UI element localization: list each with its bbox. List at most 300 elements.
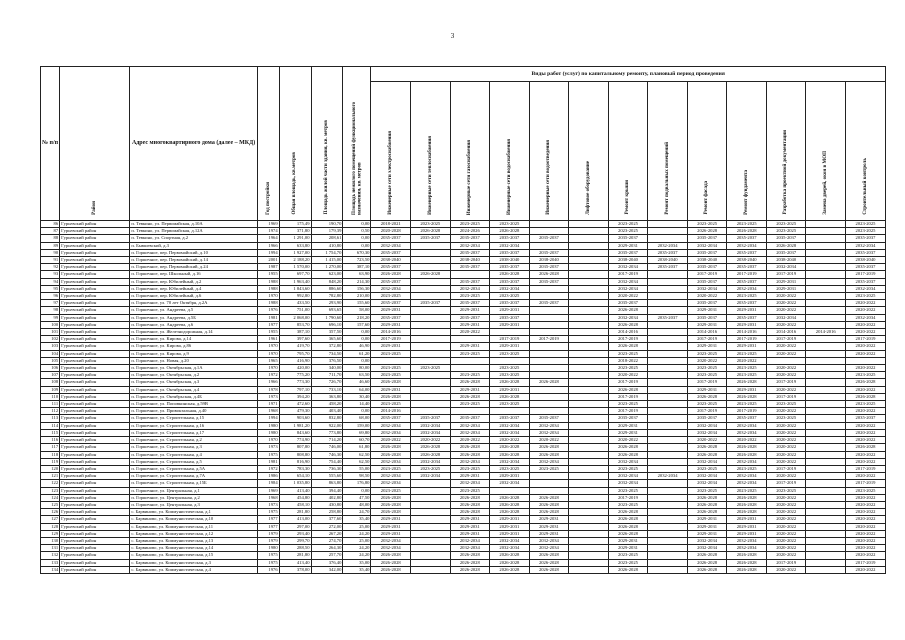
table-cell: 2029-2031 (687, 516, 727, 523)
table-cell: 2035-2037 (411, 235, 451, 242)
table-cell: 2035-2037 (687, 314, 727, 321)
table-cell: 2026-2028 (450, 494, 490, 501)
table-cell: 2029-2031 (490, 523, 530, 530)
table-cell (411, 357, 451, 364)
table-cell: 1977 (257, 321, 279, 328)
table-cell: 95 (41, 285, 60, 292)
table-cell: 2029-2031 (608, 545, 648, 552)
table-cell (411, 545, 451, 552)
table-cell: 2020-2022 (846, 566, 886, 573)
table-cell: п. Горшечное, ул. 70 лет Октября, д.2А (130, 300, 258, 307)
table-cell (529, 307, 569, 314)
table-cell: 2029-2031 (687, 321, 727, 328)
table-cell: 58,00 (343, 307, 371, 314)
table-cell: 2029-2031 (687, 307, 727, 314)
table-cell: 2029-2031 (490, 516, 530, 523)
table-cell: 115 (41, 429, 60, 436)
table-cell: 2023-2025 (411, 221, 451, 228)
table-cell: 2035-2037 (490, 235, 530, 242)
table-cell (411, 566, 451, 573)
table-cell: 2020-2022 (846, 343, 886, 350)
table-cell: 2026-2028 (371, 559, 411, 566)
table-cell: 1972 (257, 465, 279, 472)
table-cell: 0,00 (343, 408, 371, 415)
table-cell: 2032-2034 (687, 545, 727, 552)
table-cell (569, 357, 609, 364)
table-cell: 2020-2022 (411, 437, 451, 444)
table-cell: 922,00 (311, 422, 343, 429)
table-cell: 2023-2025 (490, 293, 530, 300)
table-cell: п. Горшечное, ул. Октябрьская, д.4Б (130, 393, 258, 400)
table-cell (411, 408, 451, 415)
table-cell: 2035-2037 (371, 235, 411, 242)
table-cell: 2020-2022 (846, 307, 886, 314)
table-cell: 2032-2034 (490, 480, 530, 487)
table-cell: 2023-2025 (687, 465, 727, 472)
table-cell: 2029-2031 (371, 321, 411, 328)
table-cell: 159,00 (343, 422, 371, 429)
table-cell: 2032-2034 (450, 458, 490, 465)
table-cell (648, 278, 688, 285)
table-cell: 2035-2037 (727, 415, 767, 422)
table-cell (450, 365, 490, 372)
table-cell: 2020-2022 (766, 365, 806, 372)
table-cell: 2023-2025 (846, 221, 886, 228)
table-row (41, 559, 886, 566)
table-cell: 1975 (257, 552, 279, 559)
table-cell: 133 (41, 559, 60, 566)
table-cell: 2 068,00 (279, 314, 311, 321)
table-cell: п. Горшечное, ул. Октябрьская, д.1А (130, 365, 258, 372)
table-cell: 2026-2028 (450, 559, 490, 566)
table-cell: 258,80 (311, 509, 343, 516)
table-cell (569, 242, 609, 249)
table-cell: 1969 (257, 487, 279, 494)
table-row (41, 307, 886, 314)
table-cell: 416,90 (279, 357, 311, 364)
table-cell: 2023-2025 (846, 401, 886, 408)
table-cell: 2020-2022 (766, 422, 806, 429)
table-cell: 2032-2034 (648, 473, 688, 480)
table-cell: 2032-2034 (529, 458, 569, 465)
table-cell (569, 415, 609, 422)
table-cell: Гурьевский район (60, 415, 130, 422)
table-cell (648, 372, 688, 379)
table-cell (648, 235, 688, 242)
table-cell: 2035-2037 (371, 300, 411, 307)
table-cell: 1994 (257, 249, 279, 256)
table-cell: 103 (41, 343, 60, 350)
table-cell: 2026-2028 (687, 494, 727, 501)
table-cell: 299,70 (279, 537, 311, 544)
table-cell (648, 221, 688, 228)
table-cell: 2023-2025 (846, 372, 886, 379)
table-cell (411, 487, 451, 494)
table-cell: 2035-2037 (727, 235, 767, 242)
table-cell (569, 386, 609, 393)
table-cell: 751,00 (279, 307, 311, 314)
table-cell: 2032-2034 (608, 480, 648, 487)
table-cell: 2029-2031 (727, 343, 767, 350)
table-cell: 281,80 (279, 509, 311, 516)
table-cell: 2026-2028 (371, 566, 411, 573)
table-cell: 2029-2031 (687, 530, 727, 537)
table-cell: 2020-2022 (766, 494, 806, 501)
table-cell: 2026-2028 (608, 523, 648, 530)
table-cell: 94 (41, 278, 60, 285)
table-cell: 2026-2028 (608, 343, 648, 350)
table-cell (450, 408, 490, 415)
table-cell (529, 242, 569, 249)
table-cell: 2014-2016 (371, 408, 411, 415)
table-cell: 1981 (257, 314, 279, 321)
table-cell: 746,30 (311, 451, 343, 458)
table-cell (648, 487, 688, 494)
table-cell: 2026-2028 (529, 559, 569, 566)
table-row (41, 293, 886, 300)
table-cell: 274,70 (311, 537, 343, 544)
table-cell: 2032-2034 (608, 285, 648, 292)
table-cell: Гурьевский район (60, 480, 130, 487)
table-cell (569, 530, 609, 537)
table-cell: 2032-2034 (450, 429, 490, 436)
table-cell (806, 350, 846, 357)
table-cell: 2020-2022 (766, 537, 806, 544)
table-row (41, 285, 886, 292)
table-cell: 2032-2034 (727, 242, 767, 249)
table-cell: 2035-2037 (529, 415, 569, 422)
table-cell (569, 509, 609, 516)
table-cell: 2017-2019 (608, 271, 648, 278)
table-cell: 2035-2037 (490, 278, 530, 285)
table-cell: 2023-2025 (846, 487, 886, 494)
table-cell (529, 487, 569, 494)
table-cell: 2032-2034 (371, 480, 411, 487)
table-cell: 2023-2025 (727, 293, 767, 300)
table-row (41, 437, 886, 444)
table-row (41, 465, 886, 472)
work-header-8: Ремонт фасада (687, 82, 727, 221)
table-cell (806, 321, 846, 328)
table-cell (529, 408, 569, 415)
table-cell (806, 285, 846, 292)
table-cell: 2032-2034 (490, 537, 530, 544)
table-cell: 2032-2034 (608, 473, 648, 480)
table-cell: 131 (41, 545, 60, 552)
table-row (41, 444, 886, 451)
table-cell (569, 235, 609, 242)
table-cell: Гурьевский район (60, 379, 130, 386)
table-cell: 2032-2034 (371, 285, 411, 292)
table-cell: 2023-2025 (450, 293, 490, 300)
table-cell: 2035-2037 (450, 278, 490, 285)
table-cell: 2035-2037 (687, 249, 727, 256)
table-cell: 2032-2034 (490, 285, 530, 292)
table-cell (648, 451, 688, 458)
table-cell: 2023-2025 (411, 465, 451, 472)
table-cell: 2026-2028 (687, 566, 727, 573)
table-cell: 2032-2034 (411, 422, 451, 429)
table-cell (411, 480, 451, 487)
table-row (41, 401, 886, 408)
table-cell: 2023-2025 (450, 350, 490, 357)
table-cell: 2020-2022 (371, 437, 411, 444)
table-cell: 633,80 (279, 242, 311, 249)
table-cell: Гурьевский район (60, 300, 130, 307)
table-cell: 365,60 (311, 336, 343, 343)
table-cell: 61,20 (343, 350, 371, 357)
table-cell: 2020-2022 (846, 509, 886, 516)
table-cell: 97 (41, 300, 60, 307)
works-title-header: Виды работ (услуг) по капитальному ремонту, плановый период проведения (371, 67, 886, 82)
table-cell: Гурьевский район (60, 487, 130, 494)
table-cell: с. Барвиново, ул. Коммунистическая, д.1 (130, 509, 258, 516)
table-cell: 2026-2028 (371, 501, 411, 508)
table-cell (648, 386, 688, 393)
table-cell: 402,80 (311, 494, 343, 501)
table-cell: 1977 (257, 523, 279, 530)
table-cell: 2023-2025 (727, 365, 767, 372)
table-cell: 479,30 (279, 408, 311, 415)
table-cell: 1974 (257, 228, 279, 235)
table-cell (648, 350, 688, 357)
table-cell: 0,00 (343, 242, 371, 249)
table-cell: 1975 (257, 451, 279, 458)
table-cell: 111 (41, 401, 60, 408)
table-row (41, 271, 886, 278)
table-cell (371, 357, 411, 364)
work-header-6: Ремонт крыши (608, 82, 648, 221)
table-cell: 2020-2022 (846, 537, 886, 544)
table-cell: 2029-2031 (608, 537, 648, 544)
table-cell (569, 559, 609, 566)
table-cell: 2026-2028 (529, 379, 569, 386)
table-cell: 210,00 (343, 293, 371, 300)
table-cell: 2035-2037 (846, 415, 886, 422)
table-cell: 2029-2031 (608, 429, 648, 436)
table-cell (569, 444, 609, 451)
table-row (41, 422, 886, 429)
table-cell (411, 386, 451, 393)
table-cell (569, 408, 609, 415)
table-cell: 2023-2025 (727, 221, 767, 228)
work-header-3: Инженерные сети водоснабжения (490, 82, 530, 221)
table-cell: 2017-2019 (727, 271, 767, 278)
table-cell: с. Барвиново, ул. Коммунистическая, д.3 (130, 559, 258, 566)
table-cell: 807,80 (279, 444, 311, 451)
table-cell: 2038-2040 (450, 257, 490, 264)
table-cell: Гурьевский район (60, 545, 130, 552)
table-cell: 2029-2031 (687, 523, 727, 530)
table-cell: 782,80 (311, 293, 343, 300)
table-row (41, 566, 886, 573)
table-cell: 1969 (257, 221, 279, 228)
table-cell: 2017-2019 (608, 379, 648, 386)
table-cell (806, 516, 846, 523)
table-cell: 2035-2037 (371, 249, 411, 256)
table-cell: 654,10 (279, 473, 311, 480)
table-cell (648, 530, 688, 537)
table-cell: с. Барвиново, ул. Коммунистическая, д.15 (130, 552, 258, 559)
table-cell: 62,50 (343, 458, 371, 465)
table-cell: 2017-2019 (846, 480, 886, 487)
table-cell (569, 401, 609, 408)
table-cell: 2017-2019 (766, 480, 806, 487)
table-cell: 2023-2025 (846, 228, 886, 235)
table-cell (806, 458, 846, 465)
table-cell: 2035-2037 (490, 264, 530, 271)
table-cell: 2020-2022 (846, 429, 886, 436)
table-cell: 2023-2025 (687, 487, 727, 494)
table-cell: 2035-2037 (846, 235, 886, 242)
table-cell: Гурьевский район (60, 329, 130, 336)
table-row (41, 343, 886, 350)
table-cell: 2035-2037 (846, 278, 886, 285)
table-cell: 2032-2034 (450, 537, 490, 544)
table-cell (569, 537, 609, 544)
table-cell: 2017-2019 (846, 559, 886, 566)
table-cell: 2026-2028 (371, 444, 411, 451)
table-cell: 297,00 (279, 523, 311, 530)
table-cell: п. Горшечное, пер. Первомайский, д.14 (130, 257, 258, 264)
table-cell: 2035-2037 (846, 249, 886, 256)
table-cell: 0,00 (343, 357, 371, 364)
table-row (41, 221, 886, 228)
table-cell: Гурьевский район (60, 408, 130, 415)
table-cell: 2017-2019 (846, 271, 886, 278)
table-cell: Гурьевский район (60, 523, 130, 530)
table-cell: 2035-2037 (371, 278, 411, 285)
table-cell (806, 422, 846, 429)
table-cell: 1965 (257, 357, 279, 364)
table-cell: 2023-2025 (687, 350, 727, 357)
table-cell: 1976 (257, 307, 279, 314)
table-cell (529, 228, 569, 235)
table-cell: п. Бывшевский, д.3 (130, 242, 258, 249)
table-cell: 773,30 (279, 379, 311, 386)
table-cell: 2023-2025 (687, 401, 727, 408)
table-cell: 2020-2022 (766, 408, 806, 415)
table-cell (529, 350, 569, 357)
table-cell: 410,80 (311, 242, 343, 249)
table-cell: 86 (41, 221, 60, 228)
table-cell: 2020-2022 (766, 293, 806, 300)
table-cell: 2026-2028 (687, 444, 727, 451)
table-cell: 2026-2028 (450, 566, 490, 573)
table-cell: Гурьевский район (60, 336, 130, 343)
table-cell: 2029-2031 (727, 386, 767, 393)
table-cell: 843,60 (279, 429, 311, 436)
repair-plan-table (40, 66, 886, 574)
table-cell (569, 451, 609, 458)
table-cell: 98,50 (343, 473, 371, 480)
table-cell: 2026-2028 (687, 451, 727, 458)
table-cell: 2026-2028 (529, 494, 569, 501)
table-cell (648, 365, 688, 372)
table-cell: 1970 (257, 365, 279, 372)
table-cell: 2035-2037 (608, 300, 648, 307)
table-cell: 24,20 (343, 552, 371, 559)
table-row (41, 228, 886, 235)
table-cell: 2020-2022 (846, 552, 886, 559)
table-cell: с. Барвиново, ул. Коммунистическая, д.4 (130, 566, 258, 573)
table-cell: 433,50 (279, 300, 311, 307)
table-cell: 2026-2028 (727, 501, 767, 508)
table-cell: 1 981,20 (279, 422, 311, 429)
table-cell: п. Горшечное, ул. Кирова, д.14 (130, 336, 258, 343)
table-cell: 2026-2028 (687, 559, 727, 566)
table-cell: 2023-2025 (608, 559, 648, 566)
table-cell: 109 (41, 386, 60, 393)
table-cell: 848,20 (311, 278, 343, 285)
table-cell: 1970 (257, 293, 279, 300)
table-cell: 2020-2022 (766, 458, 806, 465)
table-cell: 2029-2031 (766, 278, 806, 285)
table-cell: 2023-2025 (608, 228, 648, 235)
table-cell: 2032-2034 (608, 314, 648, 321)
table-cell (490, 357, 530, 364)
table-cell: 112 (41, 408, 60, 415)
table-cell: 2035-2037 (727, 278, 767, 285)
table-cell: 108 (41, 379, 60, 386)
table-cell: 2035-2037 (608, 415, 648, 422)
table-cell (569, 293, 609, 300)
table-cell: 2026-2028 (490, 444, 530, 451)
table-cell: п. Горшечное, ул. Строительная, д.16 (130, 422, 258, 429)
table-cell (411, 379, 451, 386)
table-cell: 2026-2028 (411, 271, 451, 278)
table-cell: с. Барвиново, ул. Коммунистическая, д.14 (130, 545, 258, 552)
table-cell: 2029-2031 (450, 307, 490, 314)
table-cell: 157,60 (343, 321, 371, 328)
table-cell (569, 372, 609, 379)
table-cell: Гурьевский район (60, 501, 130, 508)
table-cell: 2023-2025 (608, 401, 648, 408)
table-cell: п. Горшечное, ул. Строительная, д.2 (130, 437, 258, 444)
table-cell (490, 487, 530, 494)
table-cell (569, 552, 609, 559)
table-cell: 2035-2037 (687, 300, 727, 307)
work-header-1: Инженерные сети теплоснабжения (411, 82, 451, 221)
table-cell: 2020-2022 (766, 343, 806, 350)
table-row (41, 336, 886, 343)
table-cell: 2026-2028 (608, 451, 648, 458)
table-cell: 2029-2031 (687, 386, 727, 393)
table-cell (648, 415, 688, 422)
table-cell: 2035-2037 (766, 235, 806, 242)
table-cell (806, 429, 846, 436)
table-cell: 775,20 (279, 372, 311, 379)
table-cell: 795,70 (279, 350, 311, 357)
table-cell: 2020-2022 (846, 530, 886, 537)
table-row (41, 379, 886, 386)
table-row (41, 523, 886, 530)
table-cell: 2029-2031 (490, 343, 530, 350)
table-cell (806, 379, 846, 386)
table-cell: 24,20 (343, 545, 371, 552)
work-header-5: Лифтовое оборудование (569, 82, 609, 221)
table-cell: 1977 (257, 516, 279, 523)
table-cell: 2026-2028 (529, 451, 569, 458)
table-cell (648, 559, 688, 566)
table-cell (529, 285, 569, 292)
table-cell: 2026-2028 (608, 386, 648, 393)
table-cell: 120 (41, 465, 60, 472)
table-cell (648, 357, 688, 364)
table-cell: Гурьевский район (60, 444, 130, 451)
table-cell: 2035-2037 (450, 300, 490, 307)
table-cell (411, 336, 451, 343)
